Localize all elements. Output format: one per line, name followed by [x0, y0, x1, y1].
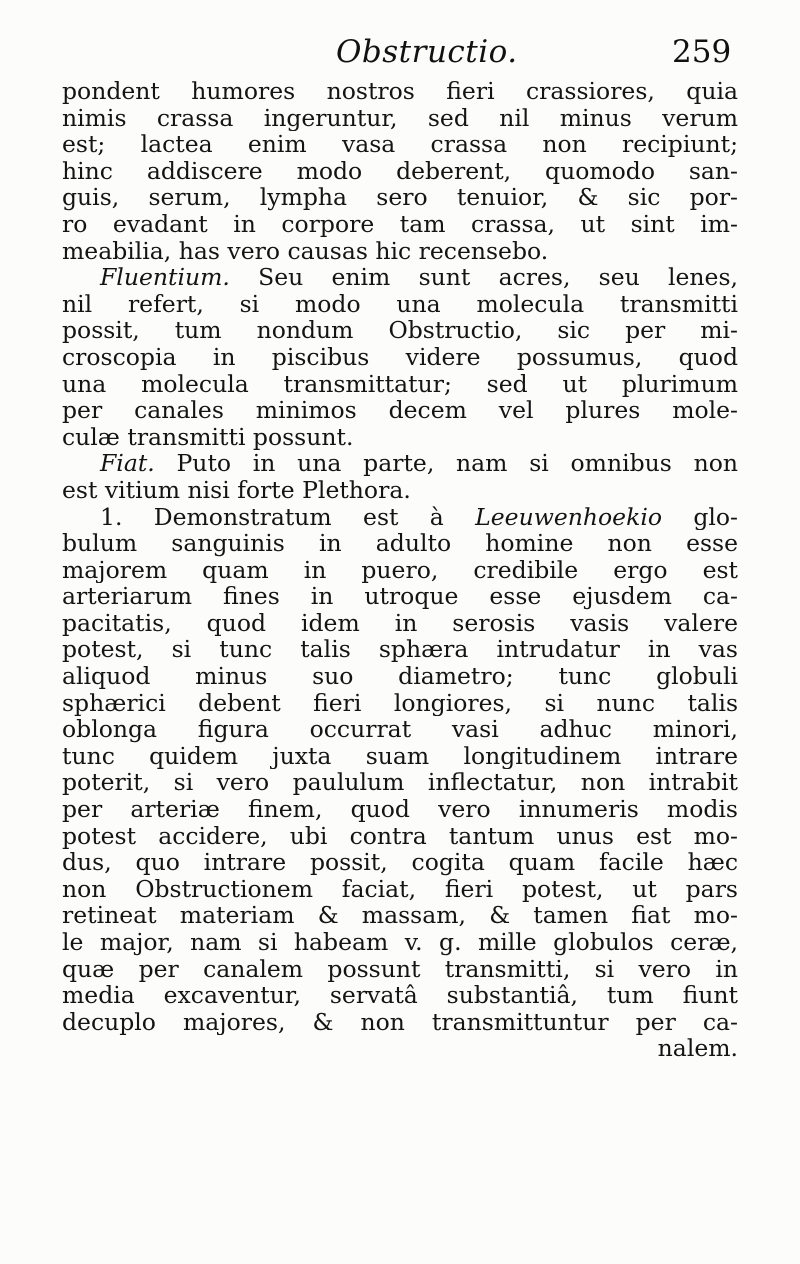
- text-line: retineat materiam & massam, & tamen fiat mo-: [62, 902, 738, 929]
- text-line: quæ per canalem possunt transmitti, si vero in: [62, 955, 738, 983]
- text-line: poterit, si vero paululum inflectatur, non intrabit: [62, 769, 738, 797]
- text-line: le major, nam si habeam v. g. mille globulos ceræ,: [62, 929, 738, 956]
- text-line: est; lactea enim vasa crassa non recipiunt;: [62, 131, 738, 158]
- side-heading: Fiat.: [100, 450, 155, 477]
- text-span: Seu enim sunt acres, seu lenes,: [258, 264, 738, 291]
- text-line: nimis crassa ingeruntur, sed nil minus verum: [62, 104, 738, 132]
- text-line: media excaventur, servatâ substantiâ, tum fiunt: [62, 982, 738, 1009]
- text-line: ro evadant in corpore tam crassa, ut sint im-: [62, 210, 738, 238]
- text-line: [62, 450, 738, 477]
- running-title: Obstructio.: [336, 34, 518, 70]
- text-line: potest accidere, ubi contra tantum unus est mo-: [62, 822, 738, 850]
- text-line: croscopia in piscibus videre possumus, quod: [62, 343, 738, 371]
- page-number: 259: [672, 34, 732, 70]
- text-line: decuplo majores, & non transmittuntur per ca-: [62, 1008, 738, 1036]
- text-line: per canales minimos decem vel plures mole-: [62, 397, 738, 424]
- text-line: hinc addiscere modo deberent, quomodo san-: [62, 157, 738, 185]
- text-line: potest, si tunc talis sphæra intrudatur in vas: [62, 636, 738, 664]
- text-line: aliquod minus suo diametro; tunc globuli: [62, 663, 738, 690]
- text-span: glo-: [693, 503, 738, 531]
- body-text: [62, 78, 738, 1062]
- text-line: [62, 504, 738, 531]
- text-line: bulum sanguinis in adulto homine non esse: [62, 530, 738, 557]
- text-line: pacitatis, quod idem in serosis vasis valere: [62, 609, 738, 637]
- author-name: Leeuwenhoekio: [475, 503, 662, 531]
- text-line: dus, quo intrare possit, cogita quam facile hæc: [62, 849, 738, 876]
- text-line: possit, tum nondum Obstructio, sic per mi-: [62, 317, 738, 344]
- text-line: nalem.: [657, 1035, 738, 1062]
- text-line: est vitium nisi forte Plethora.: [62, 476, 411, 504]
- text-line: sphærici debent fieri longiores, si nunc talis: [62, 689, 738, 717]
- text-line: culæ transmitti possunt.: [62, 423, 354, 451]
- text-line: pondent humores nostros fieri crassiores, quia: [62, 78, 738, 105]
- text-line: majorem quam in puero, credibile ergo est: [62, 556, 738, 584]
- side-heading: Fluentium.: [100, 264, 230, 291]
- text-line: nil refert, si modo una molecula transmitti: [62, 290, 738, 318]
- text-line: oblonga figura occurrat vasi adhuc minori,: [62, 716, 738, 743]
- text-line: [62, 264, 738, 291]
- text-span: Puto in una parte, nam si omnibus non: [176, 450, 738, 477]
- text-line: tunc quidem juxta suam longitudinem intrare: [62, 742, 738, 770]
- text-line: una molecula transmittatur; sed ut plurimum: [62, 370, 738, 398]
- text-line: per arteriæ finem, quod vero innumeris modis: [62, 796, 738, 823]
- text-line: arteriarum fines in utroque esse ejusdem ca-: [62, 583, 738, 610]
- text-line: meabilia, has vero causas hic recensebo.: [62, 237, 549, 265]
- text-line: guis, serum, lympha sero tenuior, & sic por-: [62, 184, 738, 211]
- page-header: [0, 34, 800, 80]
- text-line: non Obstructionem faciat, fieri potest, ut pars: [62, 875, 738, 903]
- text-span: 1. Demonstratum est à: [100, 503, 444, 531]
